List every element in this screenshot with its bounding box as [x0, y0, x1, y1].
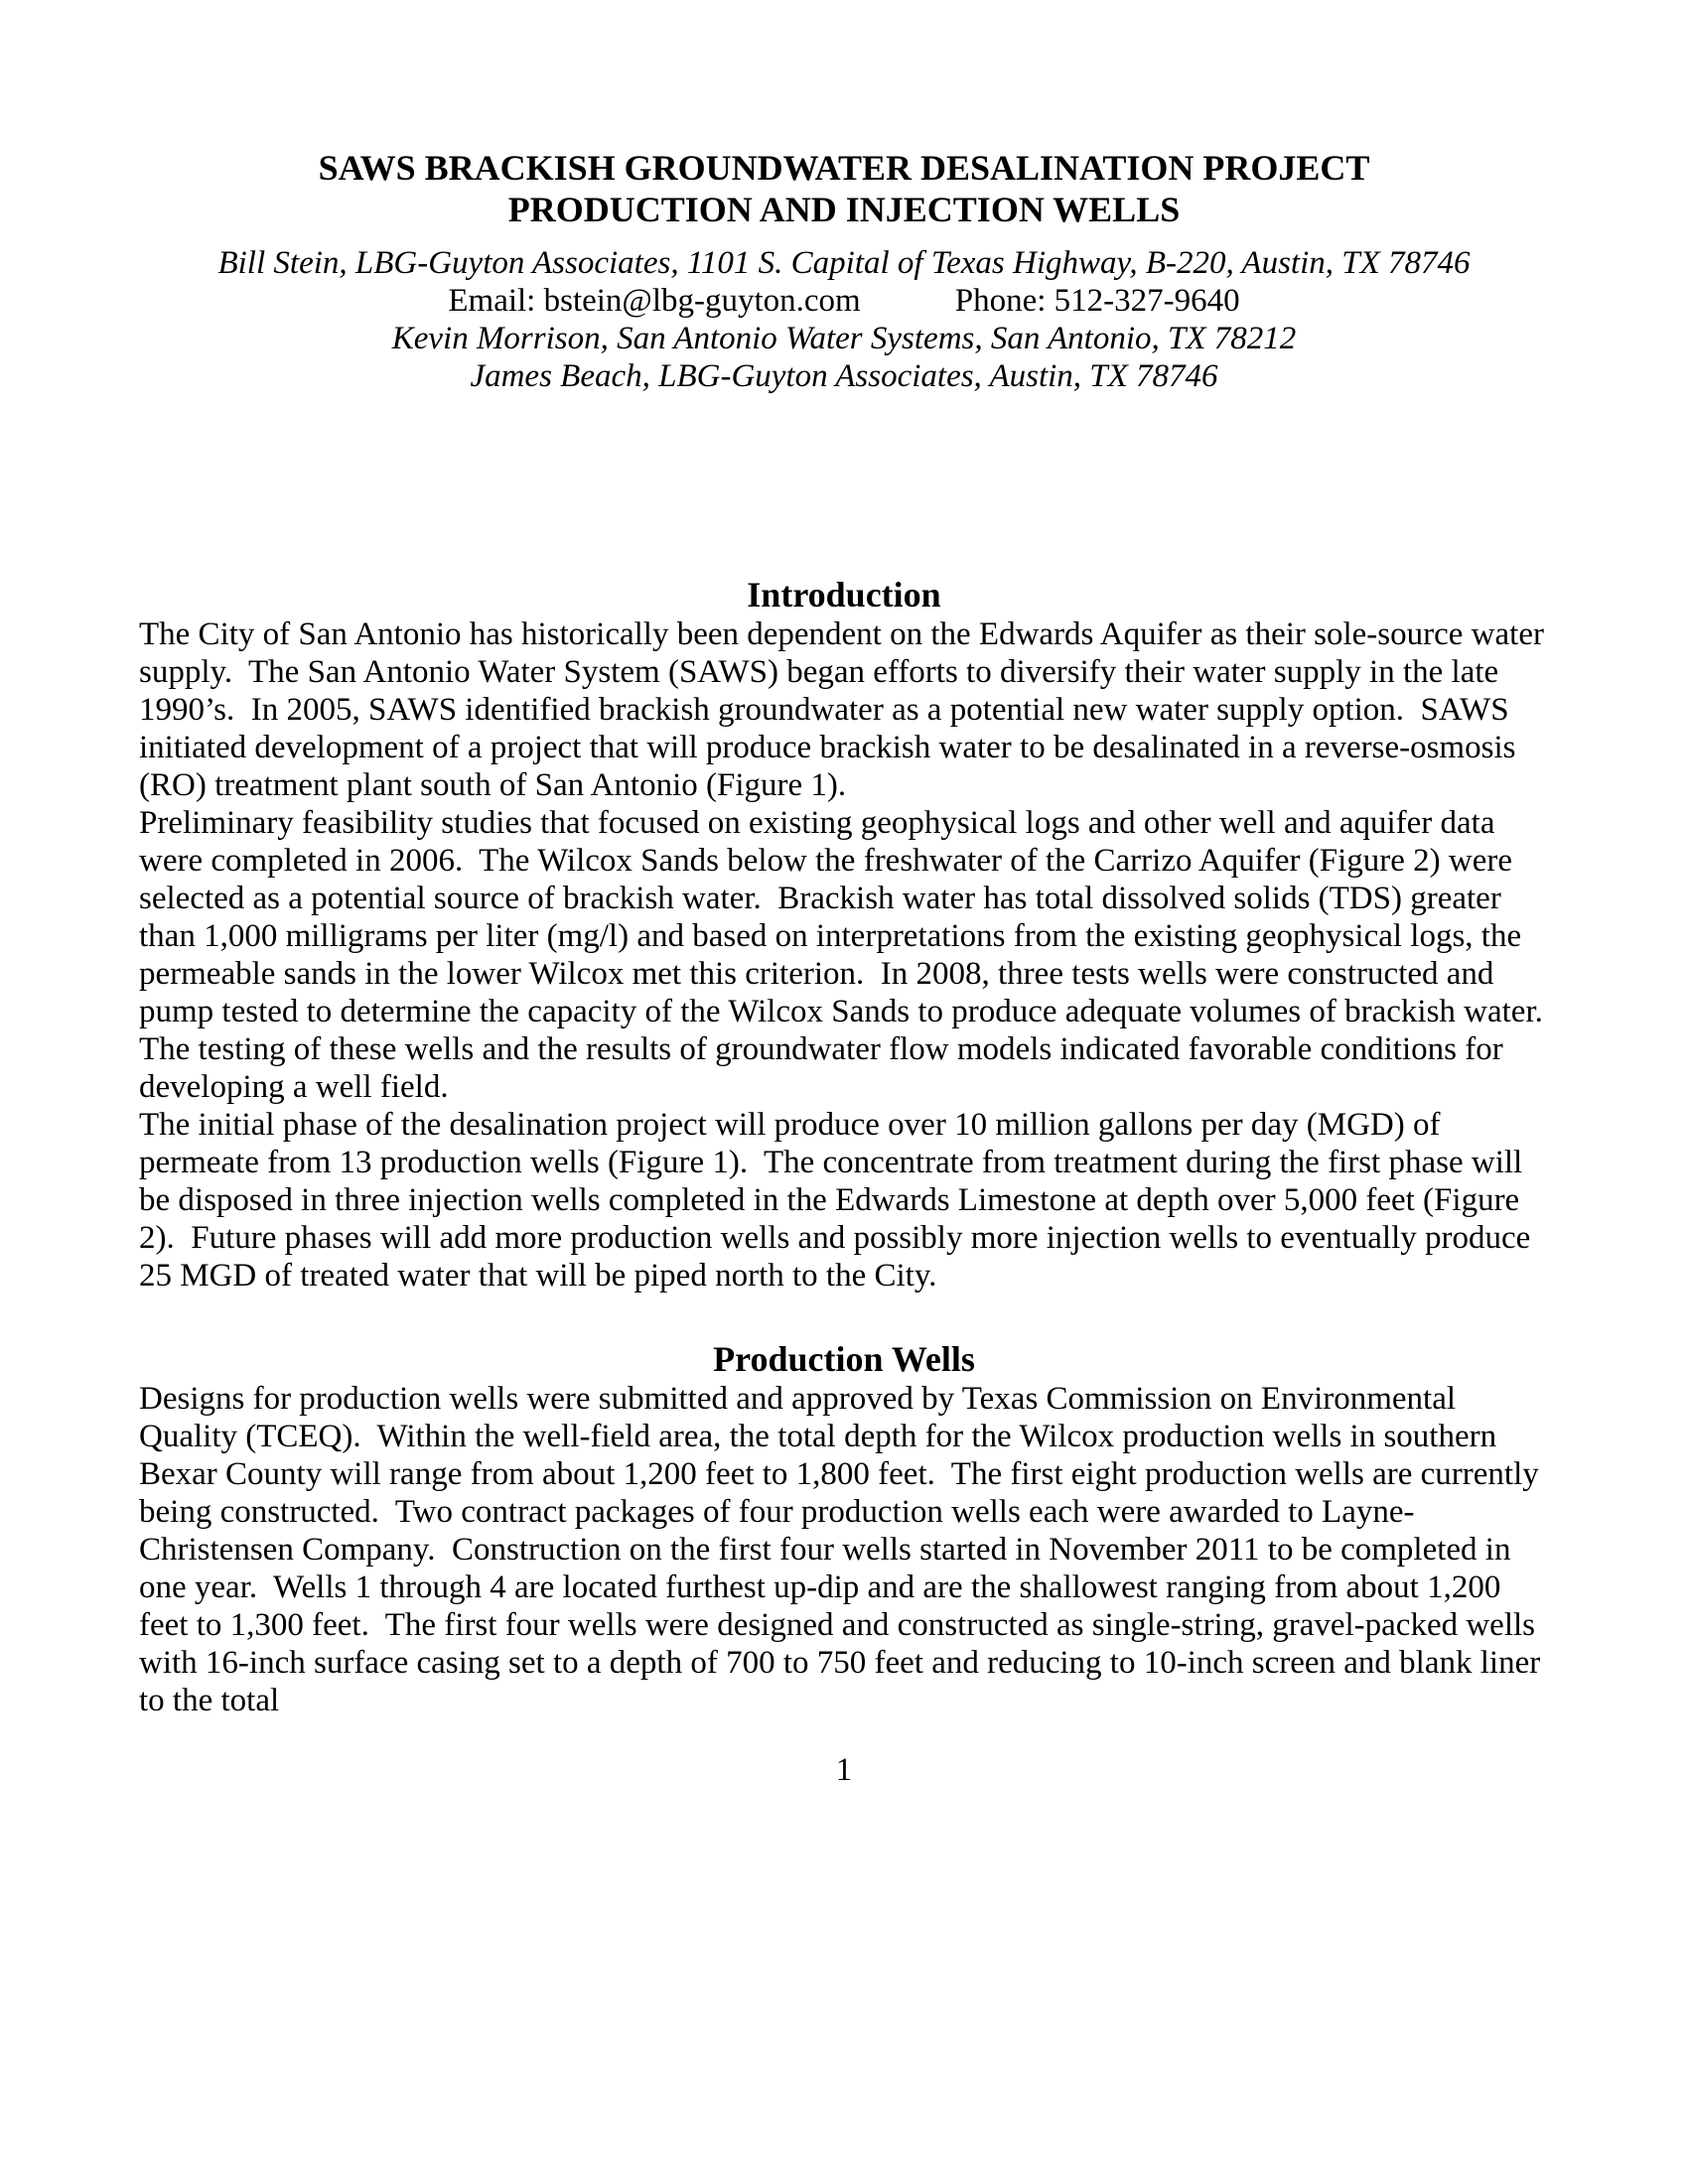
author-email: Email: bstein@lbg-guyton.com [448, 283, 861, 319]
author-line-bill-stein: Bill Stein, LBG-Guyton Associates, 1101 S. Capital of Texas Highway, B-220, Austin, TX 78746 [217, 245, 1471, 281]
author-phone: Phone: 512-327-9640 [954, 283, 1240, 319]
paragraph-introduction-3: The initial phase of the desalination project will produce over 10 million gallons per day (MGD) of permeate from 13 production wells (Figure 1). The concentrate from treatment during the first phase will be disposed in three injection wells completed in the Edwards Limestone at depth over 5,000 feet (Figure 2). Future phases will add more production wells and possibly more injection wells to eventually produce 25 MGD of treated water that will be piped north to the City. [139, 1107, 1539, 1294]
author-line-james-beach: James Beach, LBG-Guyton Associates, Austin, TX 78746 [470, 358, 1218, 394]
paragraph-introduction-1: The City of San Antonio has historically been dependent on the Edwards Aquifer as their sole-source water supply. The San Antonio Water System (SAWS) began efforts to diversify their water supply in the late 1990’s. In 2005, SAWS identified brackish groundwater as a potential new water supply option. SAWS initiated development of a project that will produce brackish water to be desalinated in a reverse-osmosis (RO) treatment plant south of San Antonio (Figure 1). [139, 616, 1553, 803]
page-number: 1 [835, 1752, 853, 1788]
section-heading-introduction: Introduction [747, 575, 941, 614]
paper-title [139, 147, 1549, 230]
paper-title-line-1: SAWS BRACKISH GROUNDWATER DESALINATION PROJECT [318, 148, 1370, 188]
author-line-kevin-morrison: Kevin Morrison, San Antonio Water Systems, San Antonio, TX 78212 [391, 321, 1297, 356]
paragraph-production-wells-1: Designs for production wells were submitted and approved by Texas Commission on Environmental Quality (TCEQ). Within the well-field area, the total depth for the Wilcox production wells in southern Bexar County will range from about 1,200 feet to 1,800 feet. The first eight production wells are currently being constructed. Two contract packages of four production wells each were awarded to Layne-Christensen Company. Construction on the first four wells started in November 2011 to be completed in one year. Wells 1 through 4 are located furthest up-dip and are the shallowest ranging from about 1,200 feet to 1,300 feet. The first four wells were designed and constructed as single-string, gravel-packed wells with 16-inch surface casing set to a depth of 700 to 750 feet and reducing to 10-inch screen and blank liner to the total [139, 1381, 1549, 1718]
author-block [139, 244, 1549, 395]
section-heading-production-wells: Production Wells [713, 1339, 975, 1379]
contact-line [139, 282, 1549, 320]
paper-title-line-2: PRODUCTION AND INJECTION WELLS [507, 190, 1181, 229]
paragraph-introduction-2: Preliminary feasibility studies that focused on existing geophysical logs and other well and aquifer data were completed in 2006. The Wilcox Sands below the freshwater of the Carrizo Aquifer (Figure 2) were selected as a potential source of brackish water. Brackish water has total dissolved solids (TDS) greater than 1,000 milligrams per liter (mg/l) and based on interpretations from the existing geophysical logs, the permeable sands in the lower Wilcox met this criterion. In 2008, three tests wells were constructed and pump tested to determine the capacity of the Wilcox Sands to produce adequate volumes of brackish water. The testing of these wells and the results of groundwater flow models indicated favorable conditions for developing a well field. [139, 805, 1559, 1105]
